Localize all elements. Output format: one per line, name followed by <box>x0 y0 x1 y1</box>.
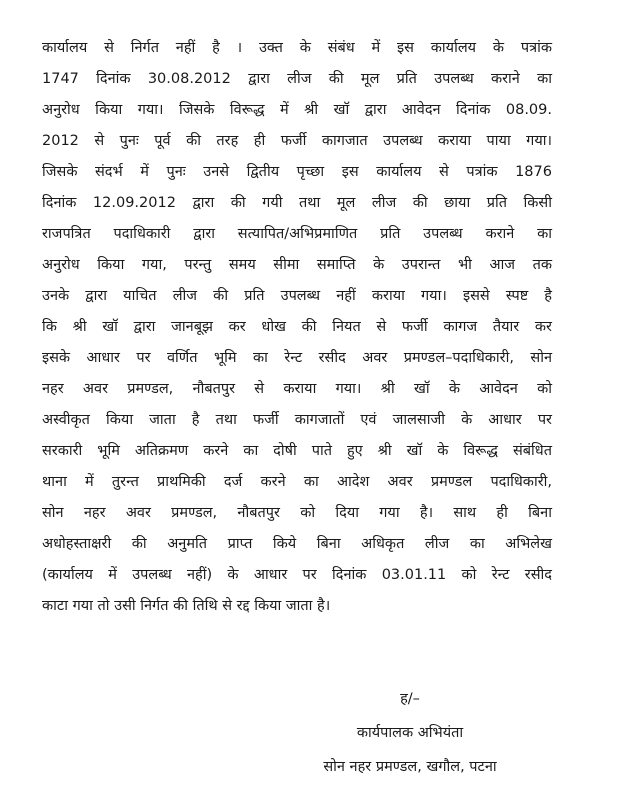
document-body <box>42 33 552 622</box>
body-line: 1747 दिनांक 30.08.2012 द्वारा लीज की मूल प्रति उपलब्ध कराने का <box>42 71 552 87</box>
body-line: इसके आधार पर वर्णित भूमि का रेन्ट रसीद अवर प्रमण्डल–पदाधिकारी, सोन <box>42 350 552 366</box>
body-line: अस्वीकृत किया जाता है तथा फर्जी कागजातों एवं जालसाजी के आधार पर <box>42 412 552 428</box>
body-line: कार्यालय से निर्गत नहीं है । उक्त के संबंध में इस कार्यालय के पत्रांक <box>42 40 552 56</box>
body-line: थाना में तुरन्त प्राथमिकी दर्ज करने का आदेश अवर प्रमण्डल पदाधिकारी, <box>42 474 552 490</box>
body-line: (कार्यालय में उपलब्ध नहीं) के आधार पर दिनांक 03.01.11 को रेन्ट रसीद <box>42 567 552 583</box>
body-line: सरकारी भूमि अतिक्रमण करने का दोषी पाते हुए श्री खॉ के विरूद्ध संबंधित <box>42 443 552 459</box>
body-line: नहर अवर प्रमण्डल, नौबतपुर से कराया गया। श्री खॉ के आवेदन को <box>42 381 552 397</box>
body-line: उनके द्वारा याचित लीज की प्रति उपलब्ध नहीं कराया गया। इससे स्पष्ट है <box>42 288 552 304</box>
body-line: अनुरोध किया गया, परन्तु समय सीमा समाप्ति के उपरान्त भी आज तक <box>42 257 552 273</box>
body-line: सोन नहर अवर प्रमण्डल, नौबतपुर को दिया गया है। साथ ही बिना <box>42 505 552 521</box>
body-line: अधोहस्ताक्षरी की अनुमति प्राप्त किये बिना अधिकृत लीज का अभिलेख <box>42 536 552 552</box>
signatory-designation: कार्यपालक अभियंता <box>356 725 464 741</box>
body-line: अनुरोध किया गया। जिसके विरूद्ध में श्री खॉ द्वारा आवेदन दिनांक 08.09. <box>42 102 552 118</box>
signature-block <box>260 682 560 784</box>
body-line: राजपत्रित पदाधिकारी द्वारा सत्यापित/अभिप्रमाणित प्रति उपलब्ध कराने का <box>42 226 552 242</box>
body-line: कि श्री खॉ द्वारा जानबूझ कर धोख की नियत से फर्जी कागज तैयार कर <box>42 319 552 335</box>
body-line: काटा गया तो उसी निर्गत की तिथि से रद्द किया जाता है। <box>42 598 331 614</box>
signed-mark: ह/– <box>400 691 420 707</box>
signatory-office: सोन नहर प्रमण्डल, खगौल, पटना <box>323 759 497 775</box>
body-line: जिसके संदर्भ में पुनः उनसे द्वितीय पृच्छा इस कार्यालय से पत्रांक 1876 <box>42 164 552 180</box>
body-line: 2012 से पुनः पूर्व की तरह ही फर्जी कागजात उपलब्ध कराया पाया गया। <box>42 133 552 149</box>
body-line: दिनांक 12.09.2012 द्वारा की गयी तथा मूल लीज की छाया प्रति किसी <box>42 195 552 211</box>
